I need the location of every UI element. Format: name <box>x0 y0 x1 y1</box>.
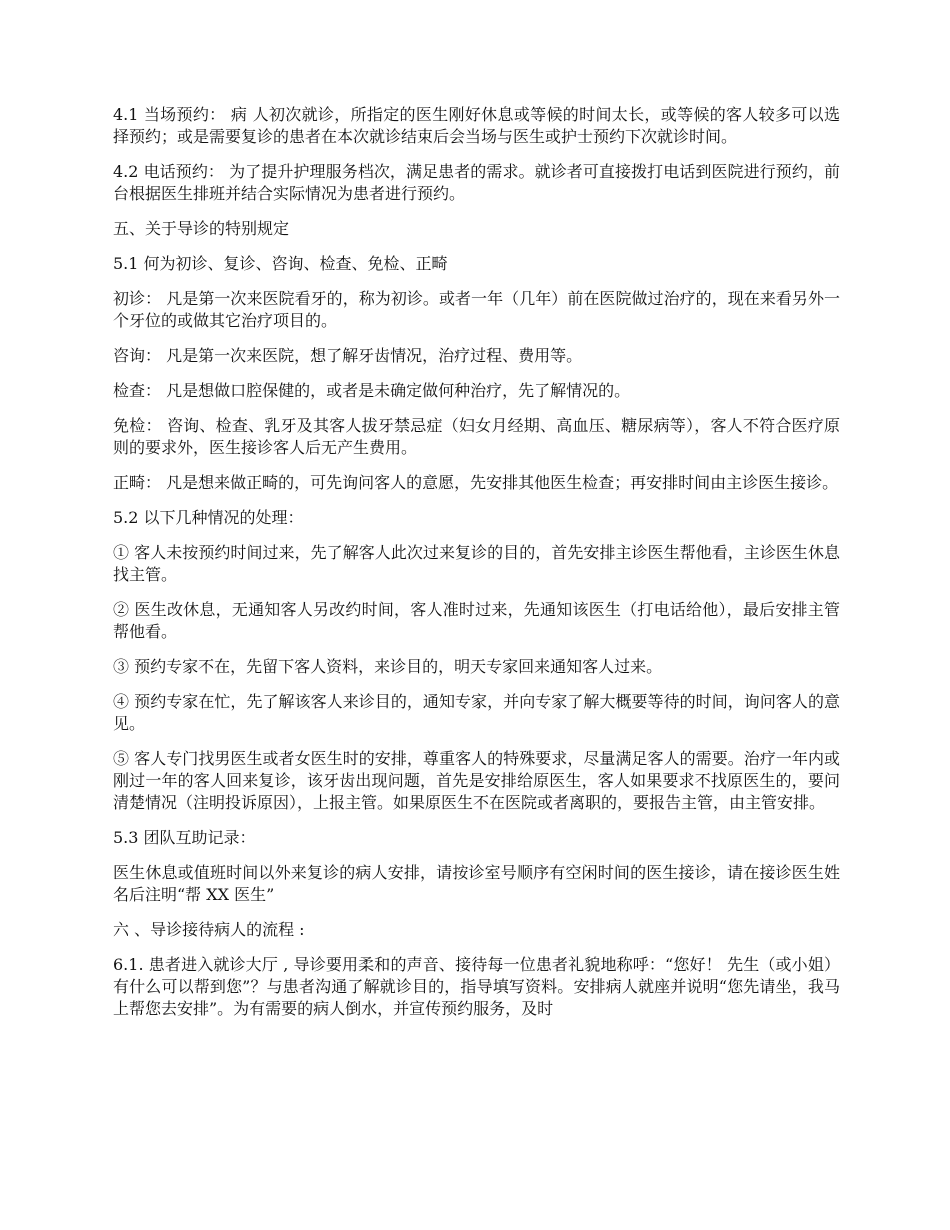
definition-consultation: 咨询： 凡是第一次来医院，想了解牙齿情况，治疗过程、费用等。 <box>113 346 583 365</box>
subheading-5-3: 5.3 团队互助记录： <box>113 828 256 847</box>
subheading-5-2: 5.2 以下几种情况的处理： <box>113 508 304 527</box>
section-heading-6: 六 、导诊接待病人的流程 : <box>113 920 305 939</box>
case-item-4: ④ 预约专家在忙，先了解该客人来诊目的，通知专家，并向专家了解大概要等待的时间，询问客人的意见。 <box>113 692 840 733</box>
section-heading-5: 五、关于导诊的特别规定 <box>113 219 290 238</box>
subheading-5-1: 5.1 何为初诊、复诊、咨询、检查、免检、正畸 <box>113 254 448 273</box>
case-item-5: ⑤ 客人专门找男医生或者女医生时的安排，尊重客人的特殊要求，尽量满足客人的需要。治疗一年内或刚过一年的客人回来复诊，该牙齿出现问题，首先是安排给原医生，客人如果要求不找原医生的，要问清楚情况（注明投诉原因），上报主管。如果原医生不在医院或者离职的，要报告主管，由主管安排。 <box>113 749 840 812</box>
definition-examination: 检查： 凡是想做口腔保健的，或者是未确定做何种治疗，先了解情况的。 <box>113 381 631 400</box>
case-item-2: ② 医生改休息，无通知客人另改约时间，客人准时过来，先通知该医生（打电话给他），最后安排主管帮他看。 <box>113 600 840 641</box>
paragraph-6-1-reception: 6.1. 患者进入就诊大厅 , 导诊要用柔和的声音、接待每一位患者礼貌地称呼：“您好！ 先生（或小姐）有什么可以帮到您”？与患者沟通了解就诊目的，指导填写资料。安排病人就座并说明“您先请坐，我马上帮您去安排”。为有需要的病人倒水，并宣传预约服务，及时 <box>113 955 840 1018</box>
case-item-1: ① 客人未按预约时间过来，先了解客人此次过来复诊的目的，首先安排主诊医生帮他看，主诊医生休息找主管。 <box>113 543 840 584</box>
definition-first-visit: 初诊： 凡是第一次来医院看牙的，称为初诊。或者一年（几年）前在医院做过治疗的，现在来看另外一个牙位的或做其它治疗项目的。 <box>113 289 840 330</box>
definition-orthodontics: 正畸： 凡是想来做正畸的，可先询问客人的意愿，先安排其他医生检查；再安排时间由主诊医生接诊。 <box>113 473 839 492</box>
case-item-3: ③ 预约专家不在，先留下客人资料，来诊目的，明天专家回来通知客人过来。 <box>113 657 663 676</box>
team-assist-note: 医生休息或值班时间以外来复诊的病人安排，请按诊室号顺序有空闲时间的医生接诊，请在接诊医生姓名后注明“帮 XX 医生” <box>113 863 840 904</box>
paragraph-4-2-phone-appointment: 4.2 电话预约： 为了提升护理服务档次，满足患者的需求。就诊者可直接拨打电话到医院进行预约，前台根据医生排班并结合实际情况为患者进行预约。 <box>113 162 840 203</box>
document-page <box>113 104 840 1033</box>
definition-free-exam: 免检： 咨询、检查、乳牙及其客人拔牙禁忌症（妇女月经期、高血压、糖尿病等），客人不符合医疗原则的要求外，医生接诊客人后无产生费用。 <box>113 416 840 457</box>
paragraph-4-1-onsite-appointment: 4.1 当场预约： 病 人初次就诊，所指定的医生刚好休息或等候的时间太长，或等候的客人较多可以选择预约；或是需要复诊的患者在本次就诊结束后会当场与医生或护士预约下次就诊时间。 <box>113 105 840 146</box>
